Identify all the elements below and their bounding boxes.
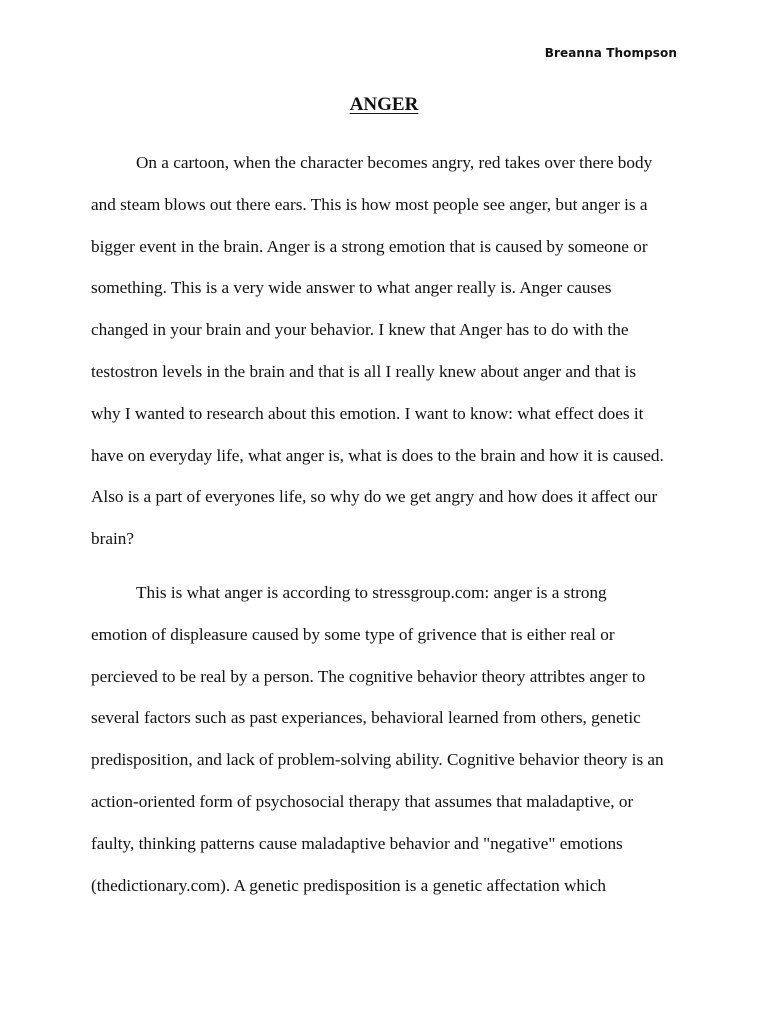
paragraph-2 — [91, 572, 691, 906]
author-name: Breanna Thompson — [544, 46, 677, 60]
paragraph-1-line: have on everyday life, what anger is, what is does to the brain and how it is caused. — [91, 445, 664, 465]
document-title: ANGER — [349, 94, 419, 115]
paragraph-1-line: why I wanted to research about this emotion. I want to know: what effect does it — [91, 403, 644, 423]
paragraph-2-line: faulty, thinking patterns cause maladaptive behavior and "negative" emotions — [91, 833, 623, 853]
paragraph-1 — [91, 142, 691, 560]
paragraph-2-line: percieved to be real by a person. The cognitive behavior theory attribtes anger to — [91, 666, 646, 686]
paragraph-2-line: several factors such as past experiances, behavioral learned from others, genetic — [91, 708, 641, 728]
paragraph-1-line: brain? — [91, 529, 134, 549]
paragraph-1-line: On a cartoon, when the character becomes angry, red takes over there body — [136, 153, 653, 172]
paragraph-2-line: (thedictionary.com). A genetic predisposition is a genetic affectation which — [91, 875, 606, 895]
paragraph-1-line: changed in your brain and your behavior. I knew that Anger has to do with the — [91, 320, 629, 340]
paragraph-2-line: This is what anger is according to stressgroup.com: anger is a strong — [136, 583, 607, 602]
paragraph-1-line: and steam blows out there ears. This is how most people see anger, but anger is a — [91, 194, 648, 214]
paragraph-1-line: Also is a part of everyones life, so why do we get angry and how does it affect our — [91, 487, 658, 507]
paragraph-1-line: something. This is a very wide answer to what anger really is. Anger causes — [91, 278, 612, 298]
paragraph-2-line: emotion of displeasure caused by some type of grivence that is either real or — [91, 624, 615, 644]
paragraph-1-line: testostron levels in the brain and that is all I really knew about anger and that is — [91, 361, 637, 381]
paragraph-2-line: action-oriented form of psychosocial therapy that assumes that maladaptive, or — [91, 791, 634, 811]
paragraph-1-line: bigger event in the brain. Anger is a strong emotion that is caused by someone or — [91, 236, 648, 256]
paragraph-2-line: predisposition, and lack of problem-solving ability. Cognitive behavior theory is an — [91, 750, 664, 770]
